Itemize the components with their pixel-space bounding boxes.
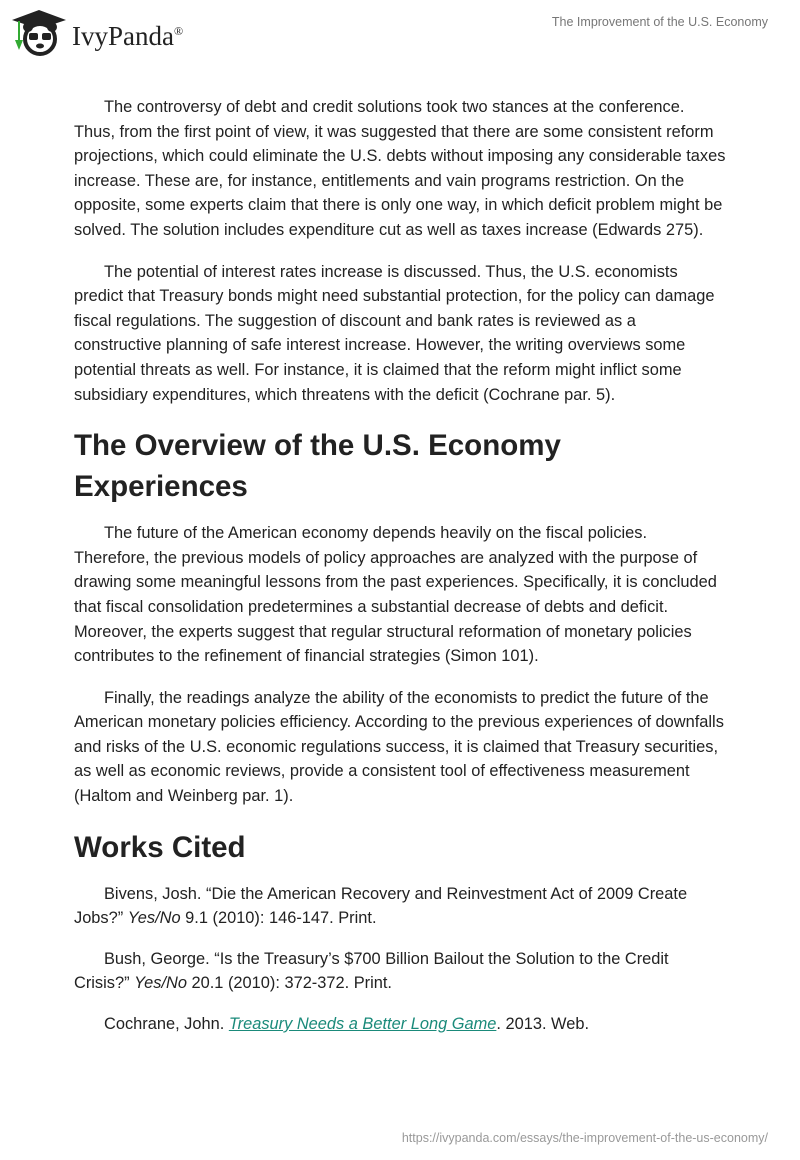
section-heading: The Overview of the U.S. Economy Experiences — [74, 429, 561, 504]
citation-text: 9.1 (2010): 146-147. Print. — [180, 909, 377, 928]
paragraph: The future of the American economy depends heavily on the fiscal policies. Therefore, the previous models of policy approaches are analyzed with the purpose of drawing some meaningful lessons from the past experiences. Specifically, it is concluded that fiscal consolidation predetermines a substantial decrease of debts and deficit. Moreover, the experts suggest that regular structural reformation of monetary policies contributes to the refinement of financial strategies (Simon 101). — [74, 524, 717, 666]
citation — [74, 947, 726, 996]
citation-text: 20.1 (2010): 372-372. Print. — [186, 974, 392, 993]
footer-url: https://ivypanda.com/essays/the-improvement-of-the-us-economy/ — [401, 1131, 768, 1145]
citation — [74, 882, 726, 931]
registered-mark: ® — [173, 23, 184, 38]
citation-text: Bush, George. “Is the Treasury’s $700 Billion Bailout the Solution to the Credit Crisis?” — [74, 949, 669, 993]
essay-content — [74, 95, 726, 1053]
ivypanda-logo[interactable] — [10, 8, 183, 56]
brand-name — [72, 21, 183, 52]
brand-text: IvyPanda — [72, 20, 174, 51]
citation-text: Bivens, Josh. “Die the American Recovery and Reinvestment Act of 2009 Create Jobs?” — [74, 884, 688, 928]
works-cited-heading: Works Cited — [74, 830, 246, 864]
citation-source: Yes/No — [134, 974, 187, 993]
panda-graduate-icon — [10, 8, 68, 56]
document-title: The Improvement of the U.S. Economy — [551, 15, 768, 29]
paragraph: Finally, the readings analyze the ability of the economists to predict the future of the American monetary policies efficiency. According to the previous experiences of downfalls and risks of the U.S. economic regulations success, it is claimed that Treasury securities, as well as economic reviews, provide a consistent tool of effectiveness measurement (Haltom and Weinberg par. 1). — [74, 688, 724, 806]
citation-text: Cochrane, John. — [104, 1015, 229, 1034]
citation-link[interactable]: Treasury Needs a Better Long Game — [228, 1015, 497, 1034]
paragraph: The controversy of debt and credit solutions took two stances at the conference. Thus, from the first point of view, it was suggested that there are some consistent reform projections, which could eliminate the U.S. debts without imposing any considerable taxes increase. These are, for instance, entitlements and vain programs restriction. On the opposite, some experts claim that there is only one way, in which deficit problem might be solved. The solution includes expenditure cut as well as taxes increase (Edwards 275). — [74, 98, 726, 239]
citation — [74, 1012, 726, 1037]
citation-source: Yes/No — [127, 909, 181, 928]
paragraph: The potential of interest rates increase is discussed. Thus, the U.S. economists predict that Treasury bonds might need substantial protection, for the policy can damage fiscal regulations. The suggestion of discount and bank rates is reviewed as a constructive planning of safe interest increase. However, the writing overviews some potential threats as well. For instance, it is claimed that the reform might inflict some subsidiary expenditures, which threatens with the deficit (Cochrane par. 5). — [74, 262, 715, 404]
citation-text: . 2013. Web. — [496, 1015, 590, 1034]
